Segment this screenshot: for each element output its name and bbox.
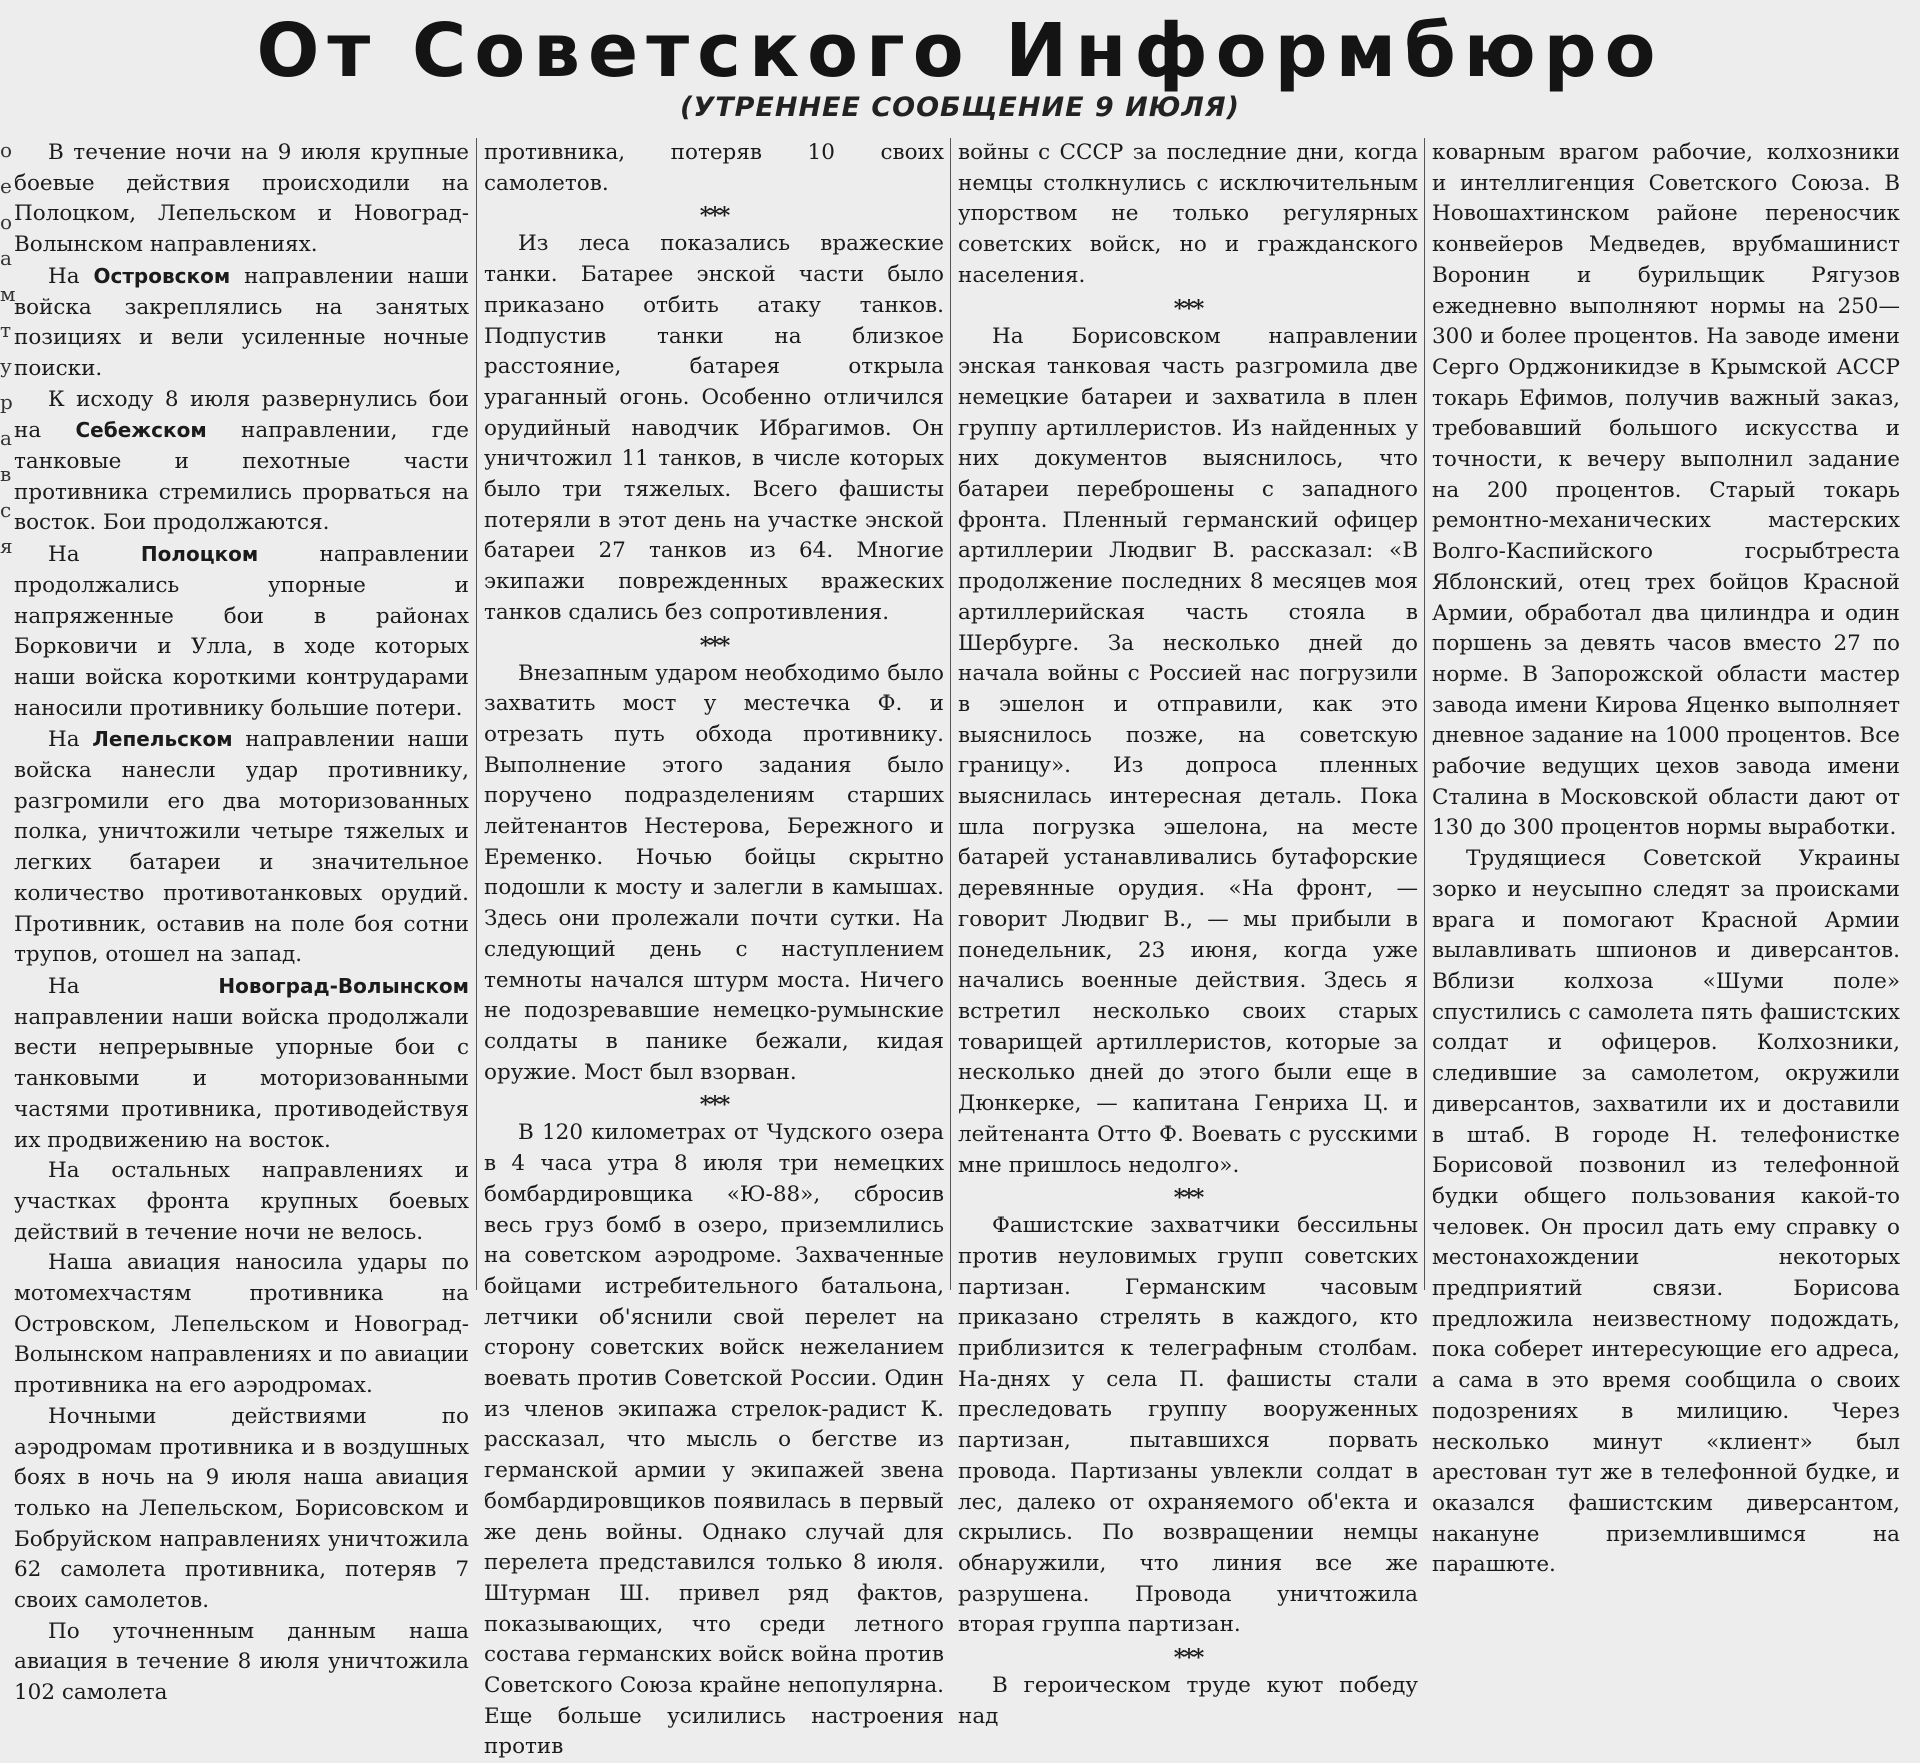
direction-name: Себежском: [75, 418, 207, 443]
column-3: [958, 138, 1418, 1729]
column-1: [14, 138, 470, 1706]
edge-letter: т: [0, 318, 12, 342]
edge-letter: е: [0, 174, 12, 198]
text-run: На: [48, 542, 80, 568]
paragraph: В течение ночи на 9 июля крупные боевые действия происходили на Полоцком, Лепельском и Новоград-Волынском направлениях.: [14, 140, 469, 258]
edge-letter: а: [0, 426, 12, 450]
paragraph: Трудящиеся Советской Украины зорко и неусыпно следят за происками врага и помогают Красной Армии вылавливать шпионов и диверсантов. Вблизи колхоза «Шуми поле» спустились с самолета пять фашистских солдат и офицеров. Колхозники, следившие за самолетом, окружили диверсантов, захватили их и доставили в штаб. В городе Н. телефонистке Борисовой позвонил из телефонной будки общего пользования какой-то человек. Он просил дать ему справку о местонахождении некоторых предприятий связи. Борисова предложила неизвестному подождать, пока соберет интересующие его адреса, а сама в это время сообщила о своих подозрениях в милицию. Через несколько минут «клиент» был арестован тут же в телефонной будке, и оказался фашистским диверсантом, накануне приземлившимся на парашюте.: [1432, 846, 1900, 1578]
paragraph: Внезапным ударом необходимо было захватить мост у местечка Ф. и отрезать путь обхода противнику. Выполнение этого задания было поручено подразделениям старших лейтенантов Нестерова, Бережного и Еременко. Ночью бойцы скрытно подошли к мосту и залегли в камышах. Здесь они пролежали почти сутки. На следующий день с наступлением темноты начался штурм моста. Ничего не подозревавшие немецко-румынские солдаты в панике бежали, кидая оружие. Мост был взорван.: [484, 660, 944, 1085]
column-rule: [1424, 138, 1425, 1290]
edge-letter: м: [0, 282, 16, 306]
paragraph: Ночными действиями по аэродромам противника и в воздушных боях в ночь на 9 июля наша авиация только на Лепельском, Борисовском и Бобруйском направлениях уничтожила 62 самолета противника, потеряв 7 своих самолетов.: [14, 1403, 469, 1614]
paragraph: На остальных направлениях и участках фронта крупных боевых действий в течение ночи не велось.: [14, 1158, 469, 1245]
paragraph: Фашистские захватчики бессильны против неуловимых групп советских партизан. Германским часовым приказано стрелять в каждого, кто приблизится к телеграфным столбам. На-днях у села П. фашисты стали преследовать группу вооруженных партизан, пытавшихся порвать провода. Партизаны увлекли солдат в лес, далеко от охраняемого об'екта и скрылись. По возвращении немцы обнаружили, что линия все же разрушена. Провода уничтожила вторая группа партизан.: [958, 1213, 1418, 1638]
paragraph: [14, 539, 469, 724]
subheadline: (УТРЕННЕЕ СООБЩЕНИЕ 9 ИЮЛЯ): [680, 92, 1240, 123]
edge-letter: я: [0, 534, 13, 558]
edge-letter: с: [0, 498, 12, 522]
paragraph: В 120 километрах от Чудского озера в 4 часа утра 8 июля три немецких бомбардировщика «Ю-88», сбросив весь груз бомб в озеро, приземлились на советском аэродроме. Захваченные бойцами истребительного батальона, летчики об'яснили свой перелет на сторону советских войск нежеланием воевать против Советской России. Один из членов экипажа стрелок-радист К. рассказал, что мысль о бегстве из германской армии у экипажей звена бомбардировщиков появилась в первый же день войны. Однако случай для перелета представился только 8 июля. Штурман Ш. привел ряд фактов, показывающих, что среди летного состава германских войск война против Советского Союза крайне непопулярна. Еще больше усилились настроения против: [484, 1120, 944, 1760]
text-run: На: [48, 973, 80, 999]
edge-letter: в: [0, 462, 12, 486]
paragraph: противника, потеряв 10 своих самолетов.: [484, 140, 944, 196]
asterism-separator: ***: [1173, 295, 1203, 322]
text-run: направлении, где танковые и пехотные части противника стремились прорваться на восток. Бои продолжаются.: [14, 418, 469, 536]
text-run: направлении наши войска закреплялись на занятых позициях и вели усиленные ночные поиски.: [14, 263, 469, 381]
paragraph: В героическом труде куют победу над: [958, 1673, 1418, 1729]
paragraph: коварным врагом рабочие, колхозники и интеллигенция Советского Союза. В Новошахтинском районе переносчик конвейеров Медведев, врубмашинист Воронин и бурильщик Рягузов ежедневно выполняют нормы на 250—300 и более процентов. На заводе имени Серго Орджоникидзе в Крымской АССР токарь Ефимов, получив важный заказ, требовавший большого искусства и точности, к вечеру выполнил задание на 200 процентов. Старый токарь ремонтно-механических мастерских Волго-Каспийского госрыбтреста Яблонский, отец трех бойцов Красной Армии, обработал два цилиндра и один поршень за девять часов вместо 27 по норме. В Запорожской области мастер завода имени Кирова Яценко выполняет дневное задание на 1000 процентов. Все рабочие ведущих цехов завода имени Сталина в Московской области дают от 130 до 300 процентов нормы выработки.: [1432, 140, 1900, 841]
text-run: направлении наши войска нанесли удар противнику, разгромили его два моторизованных полка, уничтожили четыре тяжелых и легких батареи и значительное количество противотанковых орудий. Противник, оставив на поле боя сотни трупов, отошел на запад.: [14, 727, 470, 968]
column-4: [1432, 138, 1900, 1578]
direction-name: Островском: [93, 263, 231, 288]
edge-letter: о: [0, 210, 13, 234]
paragraph: [14, 385, 469, 540]
column-2: [484, 138, 944, 1760]
text-run: На: [48, 263, 80, 289]
text-run: направлении продолжались упорные и напряженные бои в районах Борковичи и Улла, в ходе которых наши войска короткими контрударами наносили противнику большие потери.: [14, 542, 469, 721]
asterism-separator: ***: [1173, 1185, 1203, 1212]
asterism-separator: ***: [699, 203, 729, 230]
direction-name: Лепельском: [92, 727, 233, 752]
paragraph: По уточненным данным наша авиация в течение 8 июля уничтожила 102 самолета: [14, 1618, 469, 1706]
paragraph: [14, 724, 469, 971]
paragraph: На Борисовском направлении энская танковая часть разгромила две немецкие батареи и захватила в плен группу артиллеристов. Из найденных у них документов выяснилось, что батареи переброшены с западного фронта. Пленный германский офицер артиллерии Людвиг В. рассказал: «В продолжение последних 8 месяцев моя артиллерийская часть стояла в Шербурге. За несколько дней до начала войны с Россией нас погрузили в эшелон и отправили, как это выяснилось позже, на советскую границу». Из допроса пленных выяснилась интересная деталь. Пока шла погрузка эшелона, на месте батарей устанавливались бутафорские деревянные орудия. «На фронт, — говорит Людвиг В., — мы прибыли в понедельник, 23 июня, когда уже начались военные действия. Здесь я встретил несколько своих старых товарищей артиллеристов, которые за несколько дней до этого были еще в Дюнкерке, — капитана Генриха Ц. и лейтенанта Отто Ф. Воевать с русскими мне пришлось недолго».: [958, 323, 1418, 1178]
edge-letter: р: [0, 390, 13, 414]
paragraph: Из леса показались вражеские танки. Батарее энской части было приказано отбить атаку танков. Подпустив танки на близкое расстояние, батарея открыла ураганный огонь. Особенно отличился орудийный наводчик Ибрагимов. Он уничтожил 11 танков, в числе которых было три тяжелых. Всего фашисты потеряли в этот день на участке энской батареи 27 танков из 64. Многие экипажи поврежденных вражеских танков сдались без сопротивления.: [484, 231, 944, 625]
asterism-separator: ***: [699, 1092, 729, 1119]
headline: От Советского Информбюро: [256, 8, 1664, 94]
column-rule: [476, 138, 477, 1290]
paragraph: Наша авиация наносила удары по мотомехчастям противника на Островском, Лепельском и Новоград-Волынском направлениях и по авиации противника на его аэродромах.: [14, 1250, 469, 1399]
edge-letter: о: [0, 138, 13, 162]
column-rule: [950, 138, 951, 1290]
direction-name: Новоград-Волынском: [218, 973, 469, 998]
text-run: направлении наши войска продолжали вести непрерывные упорные бои с танковыми и моторизованными частями противника, противодействуя их продвижению на восток.: [14, 1004, 469, 1153]
text-run: На: [48, 727, 80, 753]
edge-letter: у: [0, 354, 12, 378]
asterism-separator: ***: [1173, 1645, 1203, 1672]
edge-letter: а: [0, 246, 12, 270]
left-edge-fragment: [0, 132, 16, 1296]
text-run: К исходу 8 июля развернулись бои на: [14, 386, 469, 444]
paragraph: войны с СССР за последние дни, когда немцы столкнулись с исключительным упорством не только регулярных советских войск, но и гражданского населения.: [958, 140, 1418, 288]
direction-name: Полоцком: [140, 542, 259, 567]
asterism-separator: ***: [699, 632, 729, 659]
paragraph: [14, 261, 469, 385]
paragraph: [14, 971, 469, 1156]
